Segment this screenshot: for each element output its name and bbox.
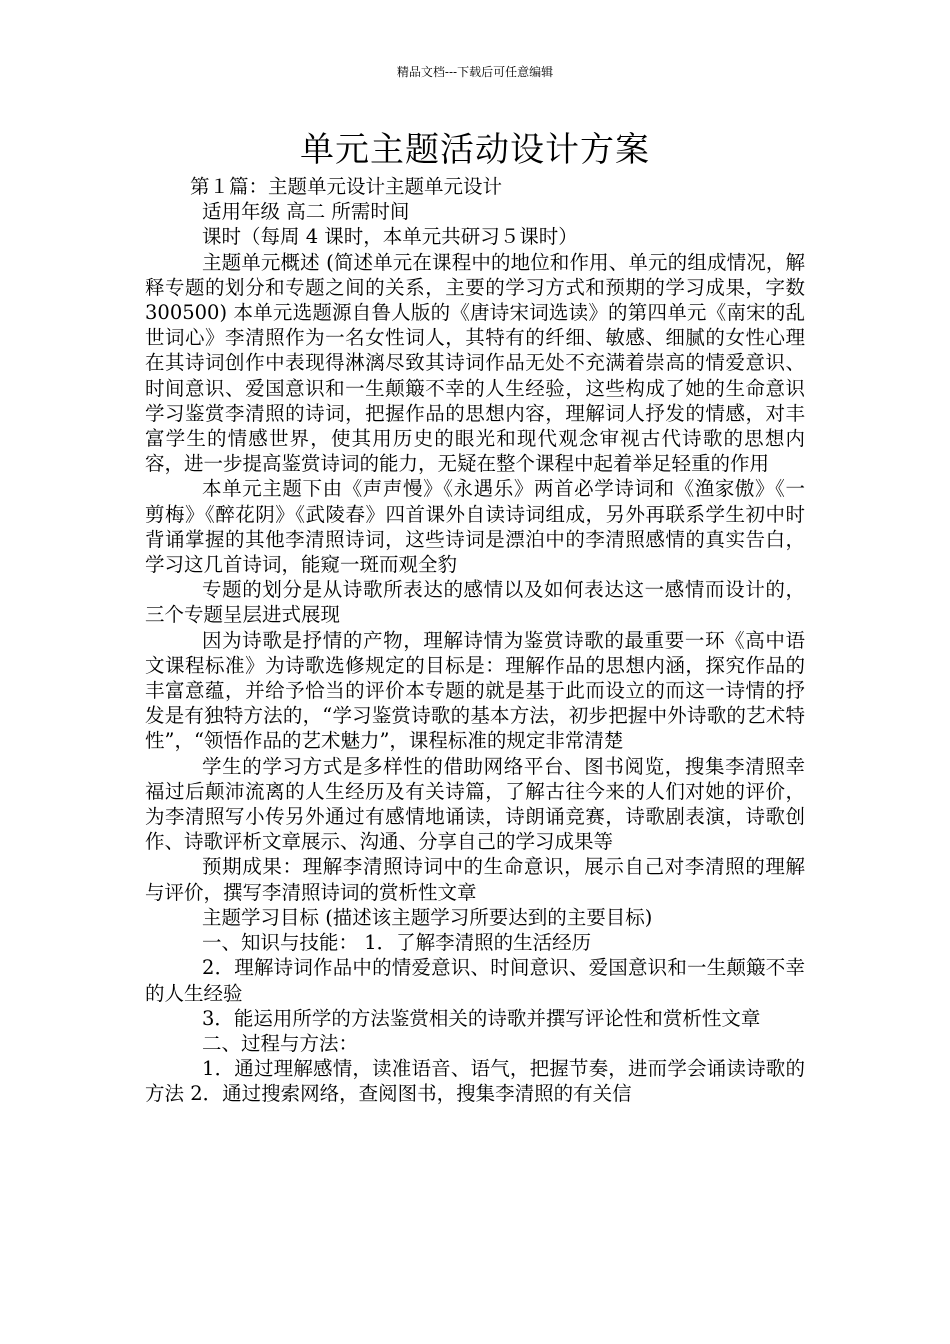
paragraph-item-3: 3．能运用所学的方法鉴赏相关的诗歌并撰写评论性和赏析性文章: [202, 1006, 761, 1030]
document-body: [145, 174, 805, 1107]
paragraph-knowledge-skills: 一、知识与技能： 1．了解李清照的生活经历: [202, 931, 592, 955]
paragraph-process-items: 1．通过理解感情，读准语音、语气，把握节奏，进而学会诵读诗歌的方法 2．通过搜索网络，查阅图书，搜集李清照的有关信: [145, 1057, 805, 1106]
paragraph-standard: 因为诗歌是抒情的产物，理解诗情为鉴赏诗歌的最重要一环《高中语文课程标准》为诗歌选修规定的目标是：理解作品的思想内涵，探究作品的丰富意蕴，并给予恰当的评价本专题的就是基于此而设立的而这一诗情的抒发是有独特方法的，“学习鉴赏诗歌的基本方法，初步把握中外诗歌的艺术特性”，“领悟作品的艺术魅力”，课程标准的规定非常清楚: [145, 628, 805, 753]
paragraph-learning-methods: 学生的学习方式是多样性的借助网络平台、图书阅览，搜集李清照幸福过后颠沛流离的人生经历及有关诗篇，了解古往今来的人们对她的评价，为李清照写小传另外通过有感情地诵读，诗朗诵竞赛，诗歌剧表演，诗歌创作、诗歌评析文章展示、沟通、分享自己的学习成果等: [145, 754, 805, 854]
paragraph-process-methods: 二、过程与方法：: [202, 1031, 359, 1055]
paragraph-overview: 主题单元概述 (简述单元在课程中的地位和作用、单元的组成情况，解释专题的划分和专题之间的关系，主要的学习方式和预期的学习成果，字数300500) 本单元选题源自鲁人版的《唐诗宋词选读》的第四单元《南宋的乱世词心》李清照作为一名女性词人，其特有的纤细、敏感、细腻的女性心理在其诗词创作中表现得淋漓尽致其诗词作品无处不充满着崇高的情爱意识、时间意识、爱国意识和一生颠簸不幸的人生经验，这些构成了她的生命意识学习鉴赏李清照的诗词，把握作品的思想内容，理解词人抒发的情感，对丰富学生的情感世界，使其用历史的眼光和现代观念审视古代诗歌的思想内容，进一步提高鉴赏诗词的能力，无疑在整个课程中起着举足轻重的作用: [145, 250, 805, 476]
paragraph-item-2: 2．理解诗词作品中的情爱意识、时间意识、爱国意识和一生颠簸不幸的人生经验: [145, 956, 805, 1005]
paragraph-goals-heading: 主题学习目标 (描述该主题学习所要达到的主要目标): [202, 905, 653, 929]
paragraph-section-heading: 第１篇：主题单元设计主题单元设计: [190, 175, 503, 198]
paragraph-hours: 课时（每周 4 课时，本单元共研习５课时）: [202, 225, 578, 249]
page-header: 精品文档---下载后可任意编辑: [396, 65, 554, 79]
paragraph-poems: 本单元主题下由《声声慢》《永遇乐》两首必学诗词和《渔家傲》《一剪梅》《醉花阴》《武陵春》四首课外自读诗词组成，另外再联系学生初中时背诵掌握的其他李清照诗词，这些诗词是漂泊中的李清照感情的真实告白，学习这几首诗词，能窥一斑而观全豹: [145, 477, 805, 577]
paragraph-expected-results: 预期成果：理解李清照诗词中的生命意识，展示自己对李清照的理解与评价，撰写李清照诗词的赏析性文章: [145, 855, 805, 904]
paragraph-topics: 专题的划分是从诗歌所表达的感情以及如何表达这一感情而设计的，三个专题呈层进式展现: [145, 578, 805, 627]
document-title: 单元主题活动设计方案: [300, 130, 650, 170]
paragraph-grade: 适用年级 高二 所需时间: [202, 200, 410, 224]
